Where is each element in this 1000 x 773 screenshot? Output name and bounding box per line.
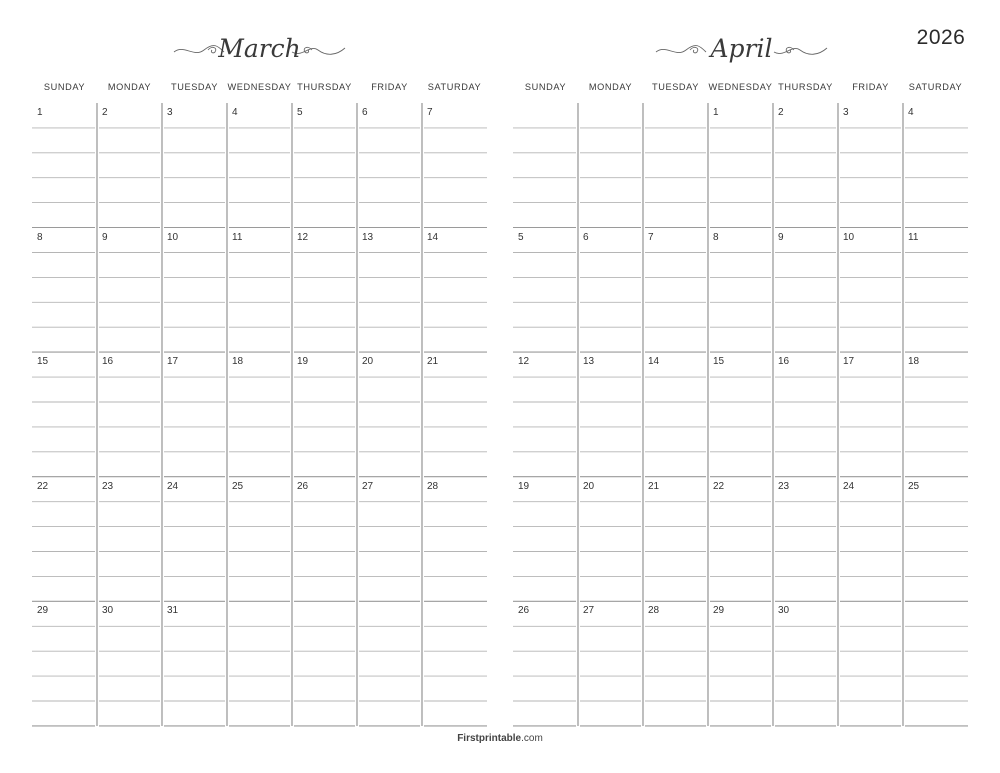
day-number: 16 [778,356,790,368]
day-number: 19 [297,356,309,368]
day-number: 25 [908,480,920,492]
day-number: 24 [843,480,855,492]
month-title-march [172,30,347,70]
day-number: 3 [167,107,173,118]
weekday-header-march [32,82,487,96]
day-number: 15 [713,356,725,368]
day-number: 21 [648,480,660,492]
day-number: 22 [713,480,725,492]
day-number: 14 [648,356,660,368]
grid-lines [513,103,970,728]
day-number: 30 [102,605,114,617]
weekday-sunday: SUNDAY [43,82,86,92]
day-number: 13 [362,231,374,243]
day-number: 30 [778,605,790,617]
day-number: 2 [778,107,784,118]
day-number: 1 [37,107,43,118]
weekday-wednesday: WEDNESDAY [227,82,292,92]
year-label: 2026 [916,26,966,49]
weekday-header-april [513,82,968,96]
weekday-friday: FRIDAY [852,82,889,92]
weekday-wednesday: WEDNESDAY [708,82,773,92]
day-number: 16 [102,356,114,368]
day-number: 8 [37,231,43,243]
day-number: 18 [232,356,244,368]
day-number: 25 [232,480,244,492]
day-number: 31 [167,605,179,617]
day-number: 27 [583,605,595,617]
day-number: 5 [297,107,303,118]
weekday-saturday: SATURDAY [908,82,963,92]
weekday-sunday: SUNDAY [524,82,567,92]
day-number: 28 [427,480,439,492]
day-number: 17 [843,356,855,368]
calendar-grid-april [513,103,968,728]
weekday-thursday: THURSDAY [778,82,833,92]
weekday-monday: MONDAY [107,82,152,92]
day-number: 23 [778,480,790,492]
day-number: 20 [362,356,374,368]
day-number: 4 [908,107,914,118]
day-number: 27 [362,480,374,492]
day-number: 26 [297,480,309,492]
calendar-grid-march [32,103,487,728]
day-number: 1 [713,107,719,118]
brand-name: Firstprintable [457,733,522,744]
weekday-tuesday: TUESDAY [171,82,218,92]
day-number: 13 [583,356,595,368]
day-number: 6 [362,107,368,118]
day-number: 17 [167,356,179,368]
weekday-monday: MONDAY [588,82,633,92]
day-number: 7 [648,231,654,243]
day-number: 3 [843,107,849,118]
weekday-thursday: THURSDAY [297,82,352,92]
day-number: 26 [518,605,530,617]
day-number: 10 [843,231,855,243]
day-number: 22 [37,480,49,492]
day-number: 8 [713,231,719,243]
day-number: 29 [37,605,49,617]
day-number: 9 [778,231,784,243]
day-number: 11 [908,231,919,243]
day-number: 2 [102,107,108,118]
month-title-april [654,30,829,70]
day-number: 12 [518,356,530,368]
day-number: 18 [908,356,920,368]
day-number: 28 [648,605,660,617]
day-number: 29 [713,605,725,617]
grid-lines [32,103,489,728]
weekday-friday: FRIDAY [371,82,408,92]
month-name: March [218,34,301,63]
day-number: 5 [518,231,524,243]
day-number: 15 [37,356,49,368]
day-number: 4 [232,107,238,118]
day-number: 7 [427,107,433,118]
day-number: 6 [583,231,589,243]
weekday-saturday: SATURDAY [427,82,482,92]
day-number: 9 [102,231,108,243]
day-number: 20 [583,480,595,492]
day-number: 10 [167,231,179,243]
day-number: 19 [518,480,530,492]
day-number: 24 [167,480,179,492]
day-number: 14 [427,231,439,243]
day-number: 23 [102,480,114,492]
month-name: April [710,34,773,63]
day-number: 12 [297,231,309,243]
brand-domain: .com [521,733,543,744]
day-number: 11 [232,231,243,243]
footer-brand [0,733,1000,744]
day-number: 21 [427,356,439,368]
weekday-tuesday: TUESDAY [652,82,699,92]
